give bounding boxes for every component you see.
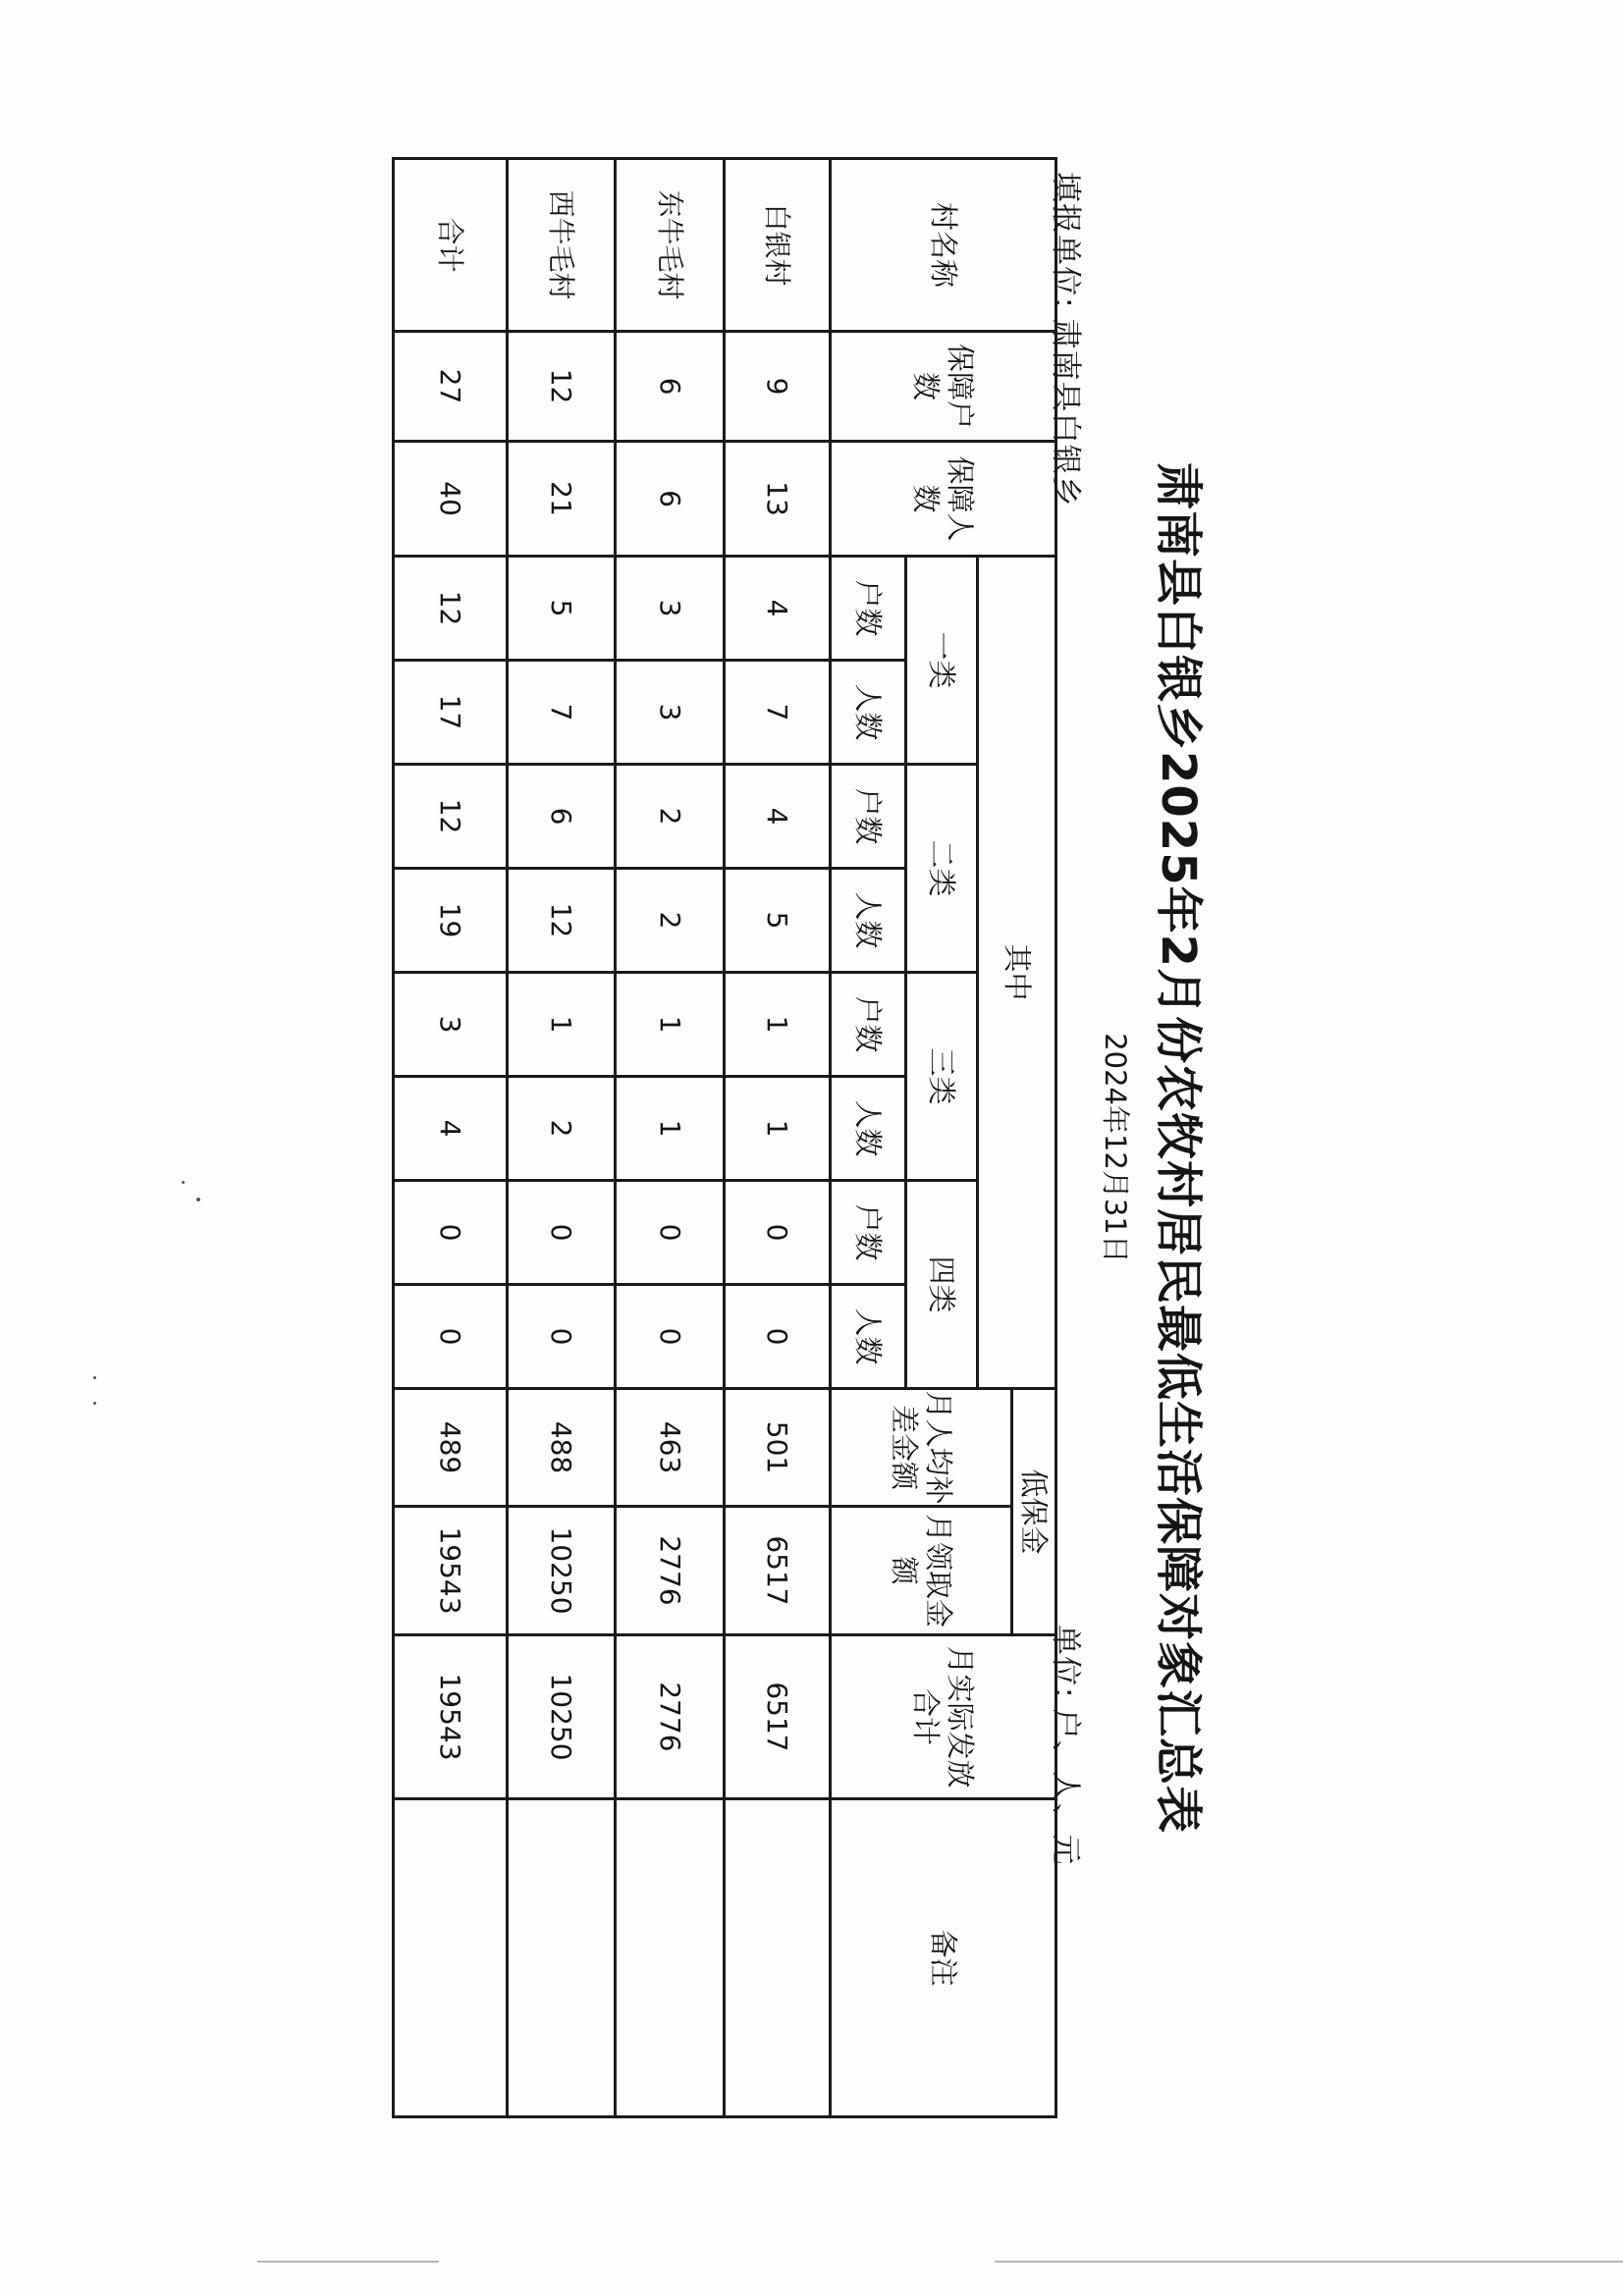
cell-actual-total: 2776 bbox=[616, 1635, 725, 1799]
cell-class1-households: 5 bbox=[508, 557, 616, 661]
cell-class1-households: 12 bbox=[394, 557, 508, 661]
header-class4-households: 户数 bbox=[831, 1181, 906, 1285]
cell-class4-persons: 0 bbox=[508, 1285, 616, 1389]
cell-class3-households: 3 bbox=[394, 973, 508, 1077]
cell-class2-persons: 12 bbox=[508, 869, 616, 973]
cell-avg-subsidy: 489 bbox=[394, 1389, 508, 1507]
table-row bbox=[508, 159, 616, 2117]
scan-line bbox=[995, 2261, 1623, 2263]
table-row-total bbox=[394, 159, 508, 2117]
units-label: 单位: bbox=[1048, 1625, 1083, 1699]
cell-class4-persons: 0 bbox=[616, 1285, 725, 1389]
cell-class3-households: 1 bbox=[616, 973, 725, 1077]
cell-class4-persons: 0 bbox=[394, 1285, 508, 1389]
cell-class3-persons: 1 bbox=[725, 1077, 831, 1181]
cell-households: 9 bbox=[725, 332, 831, 442]
report-date: 2024年12月31日 bbox=[1099, 1033, 1132, 1263]
cell-actual-total: 6517 bbox=[725, 1635, 831, 1799]
cell-monthly-amount: 19543 bbox=[394, 1507, 508, 1635]
scan-speck bbox=[182, 1181, 185, 1184]
scan-speck bbox=[196, 1198, 200, 1201]
cell-persons: 13 bbox=[725, 442, 831, 557]
scan-speck bbox=[93, 1376, 96, 1379]
header-class2: 二类 bbox=[906, 765, 978, 973]
header-class2-households: 户数 bbox=[831, 765, 906, 869]
cell-class2-persons: 2 bbox=[616, 869, 725, 973]
cell-class1-persons: 3 bbox=[616, 661, 725, 765]
cell-remark bbox=[508, 1799, 616, 2117]
cell-monthly-amount: 2776 bbox=[616, 1507, 725, 1635]
cell-class4-households: 0 bbox=[725, 1181, 831, 1285]
header-village: 村名称 bbox=[831, 159, 1056, 332]
cell-class4-households: 0 bbox=[616, 1181, 725, 1285]
header-class1-households: 户数 bbox=[831, 557, 906, 661]
header-class2-persons: 人数 bbox=[831, 869, 906, 973]
cell-monthly-amount: 10250 bbox=[508, 1507, 616, 1635]
cell-class3-persons: 1 bbox=[616, 1077, 725, 1181]
units-value: 户、人、元 bbox=[1048, 1708, 1083, 1866]
cell-class1-households: 3 bbox=[616, 557, 725, 661]
cell-class3-persons: 4 bbox=[394, 1077, 508, 1181]
cell-class1-persons: 17 bbox=[394, 661, 508, 765]
header-class4-persons: 人数 bbox=[831, 1285, 906, 1389]
cell-remark bbox=[616, 1799, 725, 2117]
cell-actual-total: 10250 bbox=[508, 1635, 616, 1799]
cell-remark bbox=[725, 1799, 831, 2117]
cell-class4-persons: 0 bbox=[725, 1285, 831, 1389]
header-remarks: 备注 bbox=[831, 1799, 1056, 2117]
header-class1-persons: 人数 bbox=[831, 661, 906, 765]
cell-class3-households: 1 bbox=[725, 973, 831, 1077]
table-row bbox=[616, 159, 725, 2117]
cell-class2-households: 2 bbox=[616, 765, 725, 869]
header-dibao: 低保金 bbox=[1012, 1389, 1056, 1635]
cell-village: 西牛毛村 bbox=[508, 159, 616, 332]
cell-persons: 40 bbox=[394, 442, 508, 557]
header-monthly-amount: 月领取金额 bbox=[831, 1507, 1012, 1635]
cell-actual-total: 19543 bbox=[394, 1635, 508, 1799]
cell-avg-subsidy: 501 bbox=[725, 1389, 831, 1507]
cell-class1-persons: 7 bbox=[508, 661, 616, 765]
cell-class4-households: 0 bbox=[394, 1181, 508, 1285]
cell-monthly-amount: 6517 bbox=[725, 1507, 831, 1635]
cell-village: 白银村 bbox=[725, 159, 831, 332]
cell-households: 12 bbox=[508, 332, 616, 442]
scan-speck bbox=[93, 1402, 96, 1405]
cell-persons: 6 bbox=[616, 442, 725, 557]
cell-households: 6 bbox=[616, 332, 725, 442]
scan-line bbox=[257, 2261, 439, 2263]
cell-class2-persons: 19 bbox=[394, 869, 508, 973]
cell-village: 东牛毛村 bbox=[616, 159, 725, 332]
header-class3-households: 户数 bbox=[831, 973, 906, 1077]
cell-persons: 21 bbox=[508, 442, 616, 557]
summary-table bbox=[392, 157, 1057, 2118]
cell-avg-subsidy: 488 bbox=[508, 1389, 616, 1507]
table-row bbox=[725, 159, 831, 2117]
header-class3: 三类 bbox=[906, 973, 978, 1181]
header-class3-persons: 人数 bbox=[831, 1077, 906, 1181]
header-persons: 保障人数 bbox=[831, 442, 1056, 557]
header-avg-subsidy: 月人均补差金额 bbox=[831, 1389, 1012, 1507]
cell-village: 合计 bbox=[394, 159, 508, 332]
cell-class2-persons: 5 bbox=[725, 869, 831, 973]
document-title: 肃南县白银乡2025年2月份农牧村居民最低生活保障对象汇总表 bbox=[1151, 462, 1206, 1834]
cell-class1-households: 4 bbox=[725, 557, 831, 661]
cell-remark bbox=[394, 1799, 508, 2117]
header-among: 其中 bbox=[978, 557, 1056, 1389]
cell-class3-households: 1 bbox=[508, 973, 616, 1077]
cell-avg-subsidy: 463 bbox=[616, 1389, 725, 1507]
header-class1: 一类 bbox=[906, 557, 978, 765]
cell-households: 27 bbox=[394, 332, 508, 442]
cell-class2-households: 12 bbox=[394, 765, 508, 869]
cell-class3-persons: 2 bbox=[508, 1077, 616, 1181]
cell-class2-households: 4 bbox=[725, 765, 831, 869]
cell-class2-households: 6 bbox=[508, 765, 616, 869]
filler-label: 填报单位: bbox=[1048, 172, 1083, 309]
header-households: 保障户数 bbox=[831, 332, 1056, 442]
cell-class4-households: 0 bbox=[508, 1181, 616, 1285]
cell-class1-persons: 7 bbox=[725, 661, 831, 765]
header-class4: 四类 bbox=[906, 1181, 978, 1389]
filler-value: 肃南县白银乡 bbox=[1048, 318, 1083, 507]
header-actual-total: 月实际发放合计 bbox=[831, 1635, 1056, 1799]
